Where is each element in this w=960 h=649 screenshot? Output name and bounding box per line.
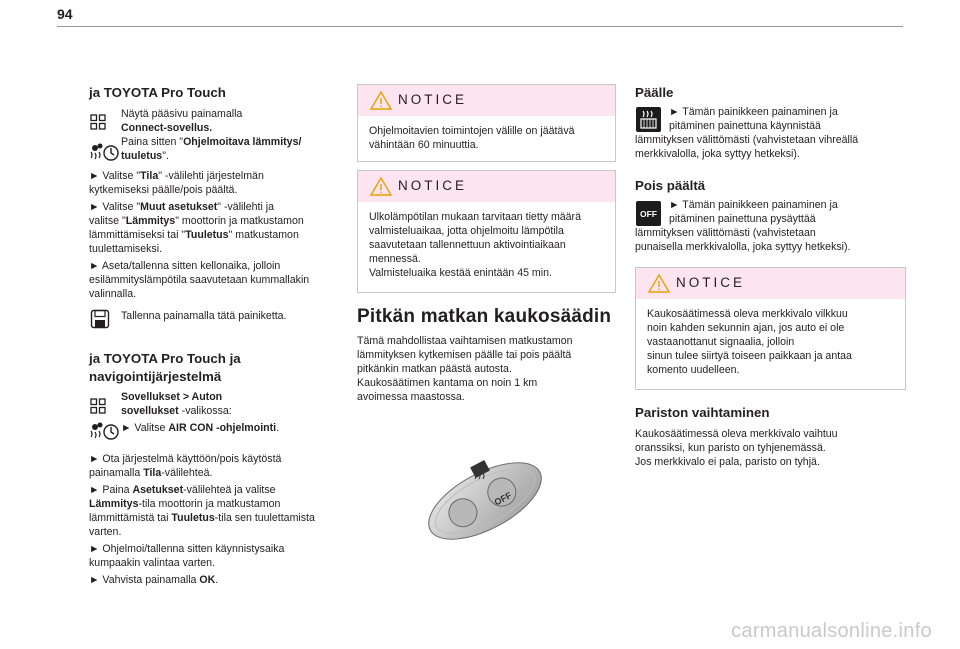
header-rule <box>57 26 903 27</box>
off-line-4: punaisella merkkivalolla, joka syttyy hetkeksi). <box>635 241 851 253</box>
heating-timer-icon <box>88 142 120 164</box>
notice-header <box>358 171 615 202</box>
off-line-2: pitäminen painettuna pysäyttää <box>669 213 816 225</box>
save-icon <box>90 309 110 329</box>
heater-icon <box>636 107 661 132</box>
s2-line-8: lämmittämistä tai Tuuletus-tila sen tuulettamista <box>89 512 315 524</box>
notice-title: NOTICE <box>398 92 468 107</box>
s1-line-3: Paina sitten "Ohjelmoitava lämmitys/ <box>121 136 302 148</box>
remote-control-illustration <box>415 451 555 551</box>
off-line-3: lämmityksen välittömästi (vahvistetaan <box>635 227 816 239</box>
notice-box-3 <box>635 267 906 390</box>
warning-icon <box>370 176 392 196</box>
heating-timer-icon <box>88 421 120 443</box>
off-badge-label: OFF <box>640 208 657 219</box>
s2-line-4: ► Ota järjestelmä käyttöön/pois käytöstä <box>89 453 282 465</box>
off-line-1: ► Tämän painikkeen painaminen ja <box>669 199 838 211</box>
watermark: carmanualsonline.info <box>731 620 932 642</box>
s1-line-6: kytkemiseksi päälle/pois päältä. <box>89 184 238 196</box>
s1-line-10: tuulettamiseksi. <box>89 243 163 255</box>
s1-line-2: Connect-sovellus. <box>121 122 213 134</box>
s2-line-5: painamalla Tila-välilehteä. <box>89 467 213 479</box>
s1-line-7: ► Valitse "Muut asetukset" -välilehti ja <box>89 201 275 213</box>
section-title-battery: Pariston vaihtaminen <box>635 405 770 420</box>
on-line-4: merkkivalolla, joka syttyy hetkeksi). <box>635 148 800 160</box>
heating-off-badge <box>636 201 661 226</box>
s2-line-11: kumpaakin valintaa varten. <box>89 557 216 569</box>
on-line-3: lämmityksen välittömästi (vahvistetaan vihreällä <box>635 134 859 146</box>
s2-line-6: ► Paina Asetukset-välilehteä ja valitse <box>89 484 276 496</box>
s1-line-4: tuuletus". <box>121 150 169 162</box>
notice-box-1 <box>357 84 616 162</box>
section-title-pro-touch-nav-2: navigointijärjestelmä <box>89 369 222 384</box>
on-line-2: pitäminen painettuna käynnistää <box>669 120 821 132</box>
notice-text: Ulkolämpötilan mukaan tarvitaan tietty määrä valmisteluaikaa, jotta ohjelmoitu lämpötila saavutetaan tallennettuun aktivointiaikaan mennessä. Valmisteluaika kestää enintään 45 min. <box>369 211 581 280</box>
notice-box-2 <box>357 170 616 293</box>
s2-line-12: ► Vahvista painamalla OK. <box>89 574 219 586</box>
s1-line-1: Näytä pääsivu painamalla <box>121 108 243 120</box>
notice-text: Kaukosäätimessä oleva merkkivalo vilkkuu noin kahden sekunnin ajan, jos auto ei ole vastaanottanut signaalia, jolloin sinun tulee siirtyä toiseen paikkaan ja antaa komento uudelleen. <box>647 308 852 377</box>
on-line-1: ► Tämän painikkeen painaminen ja <box>669 106 838 118</box>
heating-on-badge <box>636 107 661 132</box>
s2-line-7: Lämmitys-tila moottorin ja matkustamon <box>89 498 281 510</box>
section-heading-remote: Pitkän matkan kaukosäädin <box>357 306 612 327</box>
section-title-on: Päälle <box>635 85 674 100</box>
remote-text: Tämä mahdollistaa vaihtamisen matkustamon lämmityksen kytkemisen päälle tai pois päältä pitkänkin matkan päästä autosta. Kaukosäätimen kantama on noin 1 km avoimessa maastossa. <box>357 335 573 404</box>
warning-icon <box>648 273 670 293</box>
s1-line-12: esilämmityslämpötila saavutetaan kummallakin <box>89 274 310 286</box>
s1-line-13: valinnalla. <box>89 288 137 300</box>
s1-line-8: valitse "Lämmitys" moottorin ja matkustamon <box>89 215 304 227</box>
s1-line-5: ► Valitse "Tila" -välilehti järjestelmän <box>89 170 264 182</box>
s2-line-2: sovellukset -valikossa: <box>121 405 232 417</box>
s1-line-11: ► Aseta/tallenna sitten kellonaika, jolloin <box>89 260 281 272</box>
s1-line-9: lämmittämiseksi tai "Tuuletus" matkustamon <box>89 229 299 241</box>
notice-text: Ohjelmoitavien toimintojen välille on jäätävä vähintään 60 minuuttia. <box>369 125 575 152</box>
s2-line-3: ► Valitse AIR CON -ohjelmointi. <box>121 422 280 434</box>
apps-grid-icon <box>90 114 106 130</box>
section-title-pro-touch-nav-1: ja TOYOTA Pro Touch ja <box>89 351 241 366</box>
s1-line-14: Tallenna painamalla tätä painiketta. <box>121 310 287 322</box>
s2-line-10: ► Ohjelmoi/tallenna sitten käynnistysaika <box>89 543 285 555</box>
s2-line-1: Sovellukset > Auton <box>121 391 223 403</box>
page-number: 94 <box>57 6 73 22</box>
notice-title: NOTICE <box>676 275 746 290</box>
apps-grid-icon <box>90 398 106 414</box>
warning-icon <box>370 90 392 110</box>
s2-line-9: varten. <box>89 526 122 538</box>
remote-off-label: OFF <box>492 490 514 508</box>
battery-text: Kaukosäätimessä oleva merkkivalo vaihtuu oranssiksi, kun paristo on tyhjenemässä. Jos merkkivalo ei pala, paristo on tyhjä. <box>635 428 838 469</box>
section-title-off: Pois päältä <box>635 178 706 193</box>
section-title-pro-touch: ja TOYOTA Pro Touch <box>89 85 226 100</box>
notice-header <box>358 85 615 116</box>
notice-title: NOTICE <box>398 178 468 193</box>
